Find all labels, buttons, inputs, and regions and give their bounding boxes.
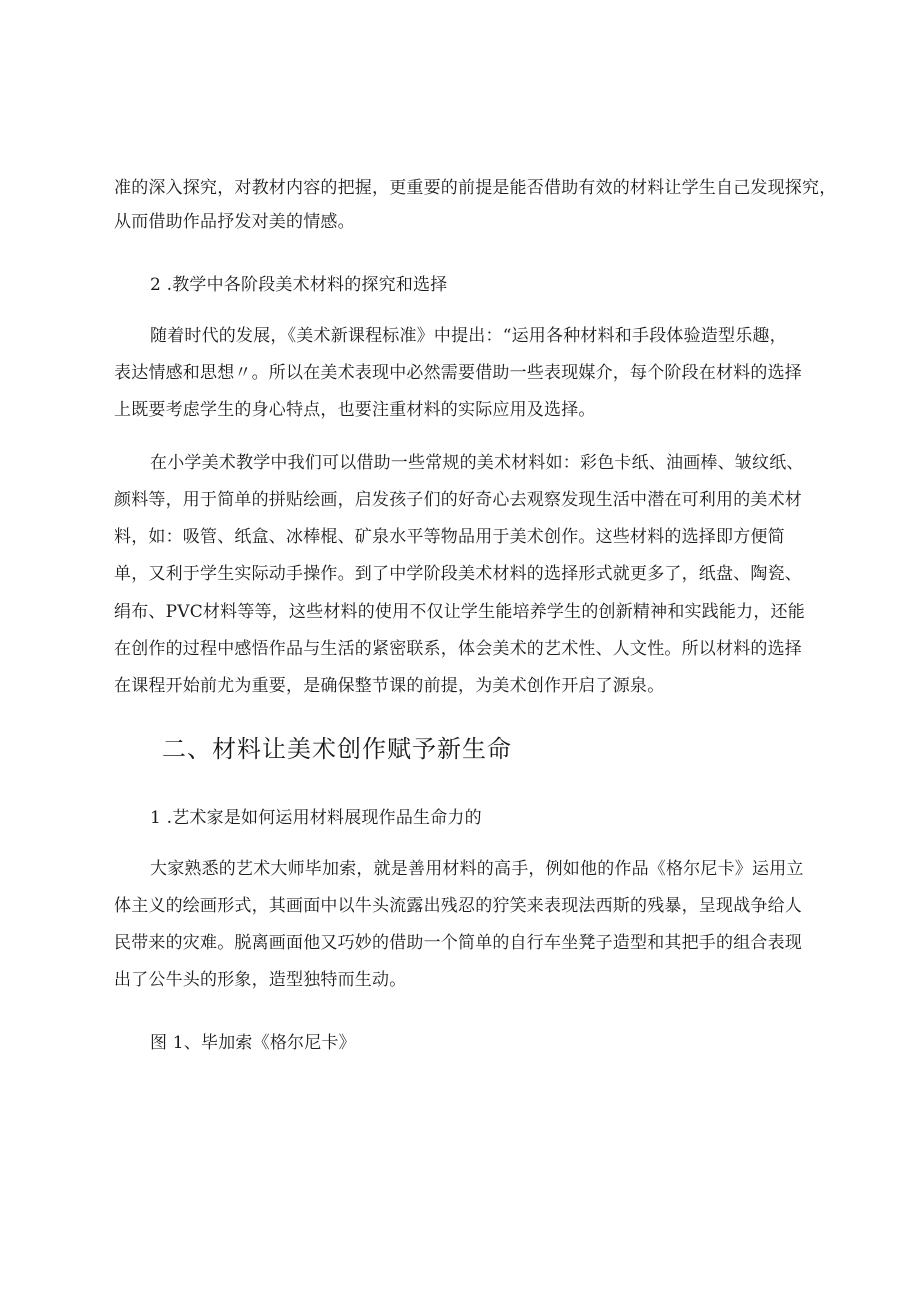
paragraph-materials-line-1: 在小学美术教学中我们可以借助一些常规的美术材料如：彩色卡纸、油画棒、皱纹纸、	[150, 453, 804, 473]
paragraph-picasso-line-2: 体主义的绘画形式，其画面中以牛头流露出残忍的狞笑来表现法西斯的残暴，呈现战争给人	[114, 896, 802, 916]
subheading-2: 2 .教学中各阶段美术材料的探究和选择	[150, 275, 448, 295]
subheading-1: 1 .艺术家是如何运用材料展现作品生命力的	[150, 808, 482, 828]
paragraph-picasso-line-4: 出了公牛头的形象，造型独特而生动。	[114, 970, 407, 990]
paragraph-materials-line-4: 单，又利于学生实际动手操作。到了中学阶段美术材料的选择形式就更多了，纸盘、陶瓷、	[114, 564, 802, 584]
section-heading: 二、材料让美术创作赋予新生命	[162, 735, 512, 763]
paragraph-standard-line-1: 随着时代的发展，《美术新课程标准》中提出：“运用各种材料和手段体验造型乐趣，	[150, 326, 787, 346]
paragraph-materials-line-2: 颜料等，用于简单的拼贴绘画，启发孩子们的好奇心去观察发现生活中潜在可利用的美术材	[114, 490, 802, 510]
paragraph-standard-line-2: 表达情感和思想〃。所以在美术表现中必然需要借助一些表现媒介，每个阶段在材料的选择	[114, 363, 802, 383]
figure-caption: 图 1、毕加索《格尔尼卡》	[150, 1033, 356, 1053]
paragraph-materials-line-7: 在课程开始前尤为重要，是确保整节课的前提，为美术创作开启了源泉。	[114, 676, 665, 696]
paragraph-materials-line-5: 绢布、PVC材料等等，这些材料的使用不仅让学生能培养学生的创新精神和实践能力，还能	[114, 602, 805, 622]
paragraph-picasso-line-3: 民带来的灾难。脱离画面他又巧妙的借助一个简单的自行车坐凳子造型和其把手的组合表现	[114, 933, 802, 953]
paragraph-intro-line-1: 准的深入探究，对教材内容的把握，更重要的前提是能否借助有效的材料让学生自己发现探究，	[114, 178, 837, 198]
paragraph-standard-line-3: 上既要考虑学生的身心特点，也要注重材料的实际应用及选择。	[114, 400, 596, 420]
paragraph-materials-line-3: 料，如：吸管、纸盒、冰棒棍、矿泉水平等物品用于美术创作。这些材料的选择即方便简	[114, 527, 785, 547]
paragraph-materials-line-6: 在创作的过程中感悟作品与生活的紧密联系，体会美术的艺术性、人文性。所以材料的选择	[114, 639, 802, 659]
paragraph-picasso-line-1: 大家熟悉的艺术大师毕加索，就是善用材料的高手，例如他的作品《格尔尼卡》运用立	[150, 859, 804, 879]
paragraph-intro-line-2: 从而借助作品抒发对美的情感。	[114, 212, 355, 232]
